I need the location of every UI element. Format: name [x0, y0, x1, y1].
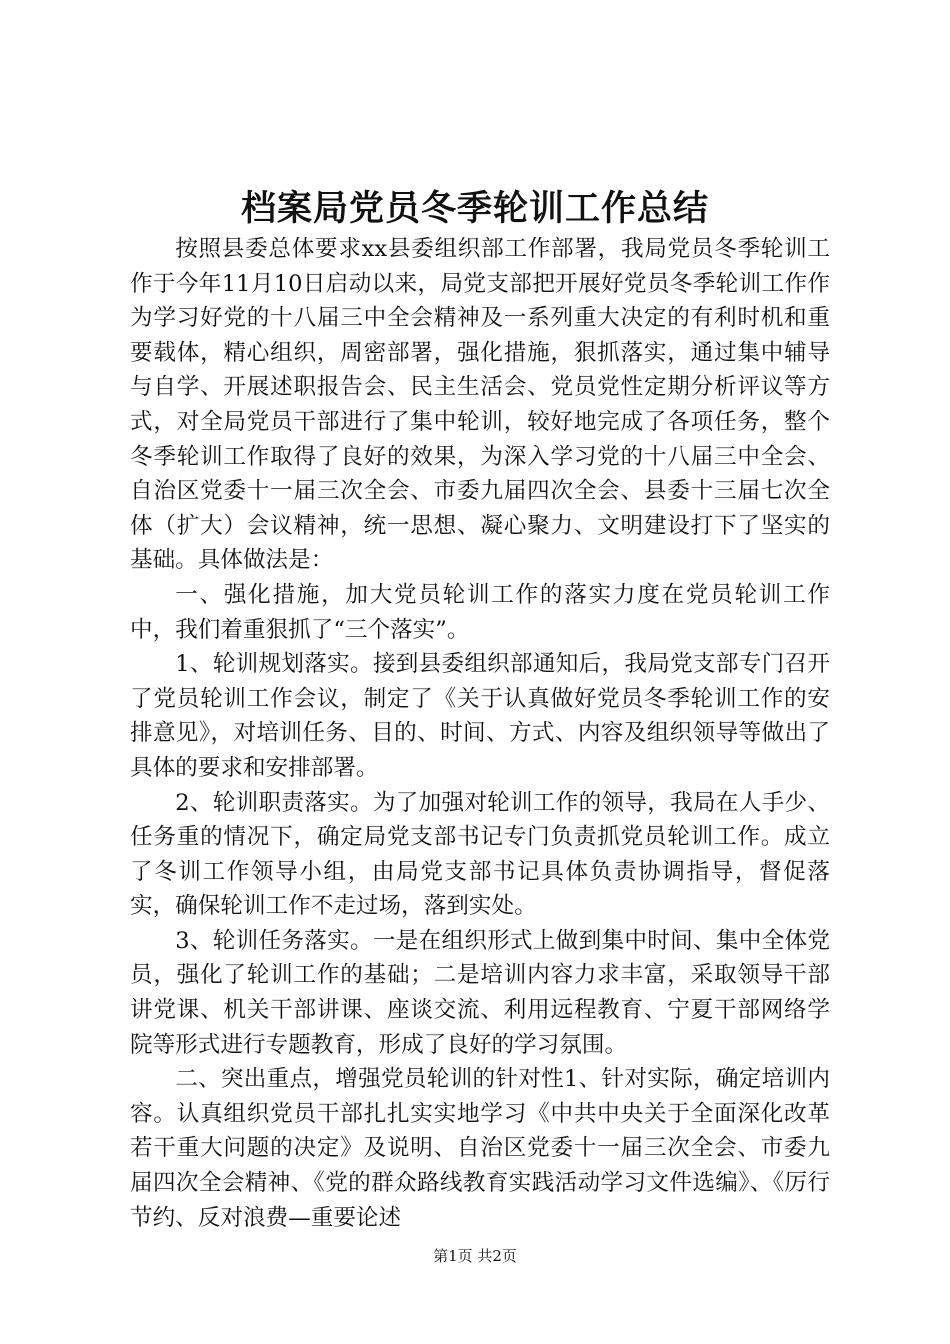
paragraph-section-two: 二、突出重点，增强党员轮训的针对性1、针对实际，确定培训内容。认真组织党员干部扎扎实实地学习《中共中央关于全面深化改革若干重大问题的决定》及说明、自治区党委十一届三次全会、市委九届四次全会精神、《党的群众路线教育实践活动学习文件选编》、《厉行节约、反对浪费—重要论述 — [130, 1066, 830, 1231]
paragraph-intro: 按照县委总体要求xx县委组织部工作部署，我局党员冬季轮训工作于今年11月10日启动以来，局党支部把开展好党员冬季轮训工作作为学习好党的十八届三中全会精神及一系列重大决定的有利时机和重要载体，精心组织，周密部署，强化措施，狠抓落实，通过集中辅导与自学、开展述职报告会、民主生活会、党员党性定期分析评议等方式，对全局党员干部进行了集中轮训，较好地完成了各项任务，整个冬季轮训工作取得了良好的效果，为深入学习党的十八届三中全会、自治区党委十一届三次全会、市委九届四次全会、县委十三届七次全体（扩大）会议精神，统一思想、凝心聚力、文明建设打下了坚实的基础。具体做法是： — [130, 236, 830, 574]
page-footer: 第1页 共2页 — [433, 1247, 517, 1265]
paragraph-section-one: 一、强化措施，加大党员轮训工作的落实力度在党员轮训工作中，我们着重狠抓了“三个落实”。 — [130, 581, 830, 643]
document-title: 档案局党员冬季轮训工作总结 — [240, 188, 709, 229]
paragraph-item-1: 1、轮训规划落实。接到县委组织部通知后，我局党支部专门召开了党员轮训工作会议，制定了《关于认真做好党员冬季轮训工作的安排意见》，对培训任务、目的、时间、方式、内容及组织领导等做出了具体的要求和安排部署。 — [130, 651, 830, 781]
paragraph-item-3: 3、轮训任务落实。一是在组织形式上做到集中时间、集中全体党员，强化了轮训工作的基础；二是培训内容力求丰富，采取领导干部讲党课、机关干部讲课、座谈交流、利用远程教育、宁夏干部网络学院等形式进行专题教育，形成了良好的学习氛围。 — [130, 927, 830, 1058]
document-body — [130, 232, 830, 1235]
paragraph-item-2: 2、轮训职责落实。为了加强对轮训工作的领导，我局在人手少、任务重的情况下，确定局党支部书记专门负责抓党员轮训工作。成立了冬训工作领导小组，由局党支部书记具体负责协调指导，督促落实，确保轮训工作不走过场，落到实处。 — [130, 789, 830, 920]
